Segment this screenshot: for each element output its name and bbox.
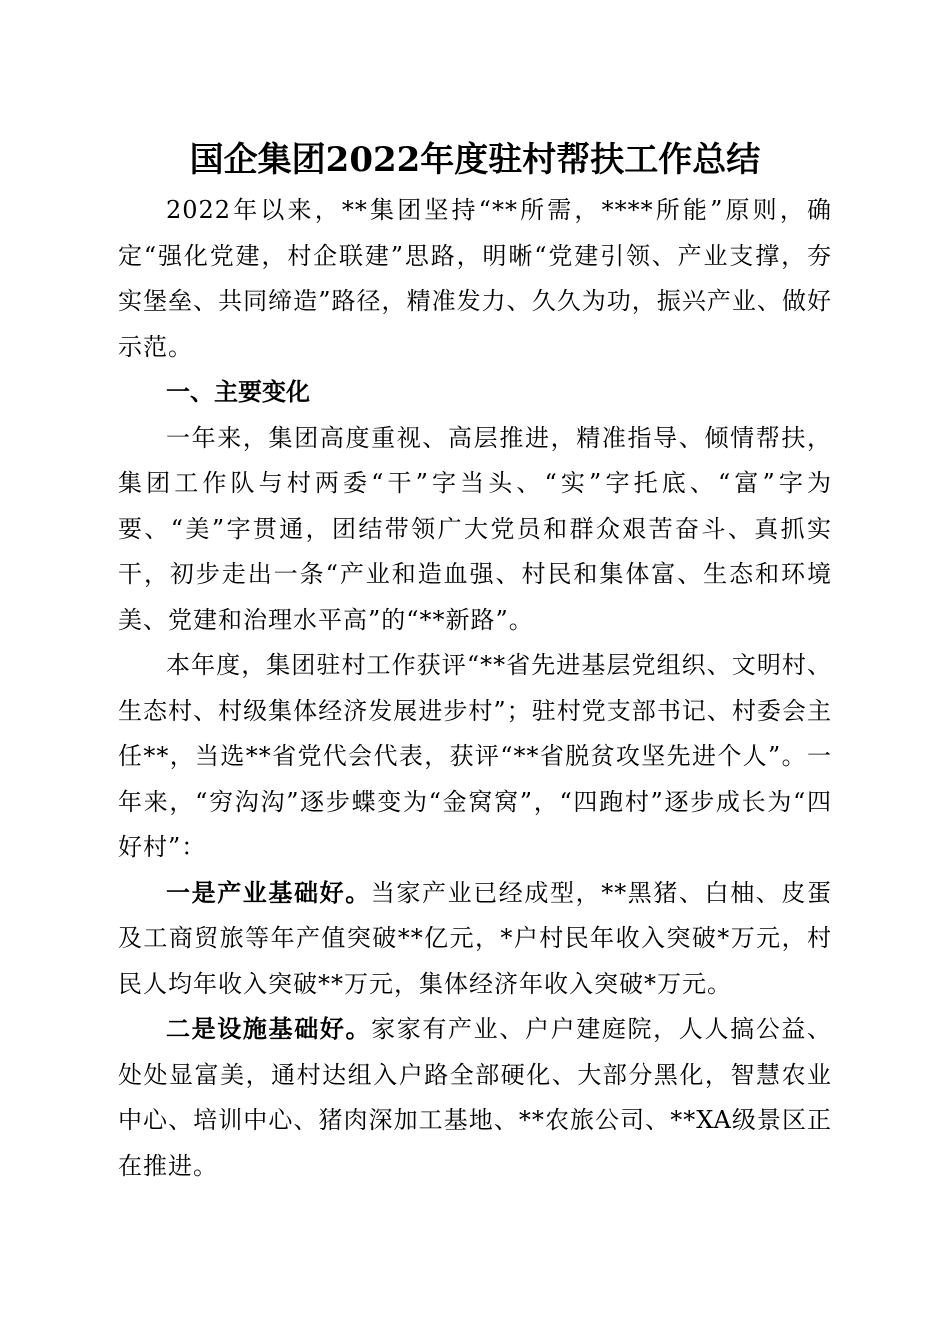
main-changes-paragraph-1: 一年来，集团高度重视、高层推进，精准指导、倾情帮扶，集团工作队与村两委“干”字当头、“实”字托底、“富”字为要、“美”字贯通，团结带领广大党员和群众艰苦奋斗、真抓实干，初步走出一条“产业和造血强、村民和集体富、生态和环境美、党建和治理水平高”的“**新路”。 [118, 423, 832, 634]
section-heading-main-changes: 一、主要变化 [166, 378, 310, 406]
facility-foundation-text: 家家有产业、户户建庭院，人人搞公益、处处显富美，通村达组入户路全部硬化、大部分黑化，智慧农业中心、培训中心、猪肉深加工基地、**农旅公司、**XA级景区正在推进。 [118, 1015, 833, 1180]
industry-foundation-paragraph [118, 871, 832, 1008]
facility-foundation-paragraph [118, 1007, 832, 1189]
document-title: 国企集团2022年度驻村帮扶工作总结 [189, 140, 761, 180]
intro-paragraph: 2022年以来，**集团坚持“**所需，****所能”原则，确定“强化党建，村企联建”思路，明晰“党建引领、产业支撑，夯实堡垒、共同缔造”路径，精准发力、久久为功，振兴产业、做好示范。 [118, 196, 832, 361]
main-changes-paragraph-2: 本年度，集团驻村工作获评“**省先进基层党组织、文明村、生态村、村级集体经济发展进步村”；驻村党支部书记、村委会主任**，当选**省党代会代表，获评“**省脱贫攻坚先进个人”。一年来，“穷沟沟”逐步蝶变为“金窝窝”，“四跑村”逐步成长为“四好村”： [118, 651, 832, 861]
industry-foundation-text: 当家产业已经成型，**黑猪、白柚、皮蛋及工商贸旅等年产值突破**亿元，*户村民年收入突破*万元，村民人均年收入突破**万元，集体经济年收入突破*万元。 [118, 878, 833, 998]
facility-foundation-lead: 二是设施基础好。 [166, 1015, 372, 1043]
industry-foundation-lead: 一是产业基础好。 [166, 878, 371, 907]
